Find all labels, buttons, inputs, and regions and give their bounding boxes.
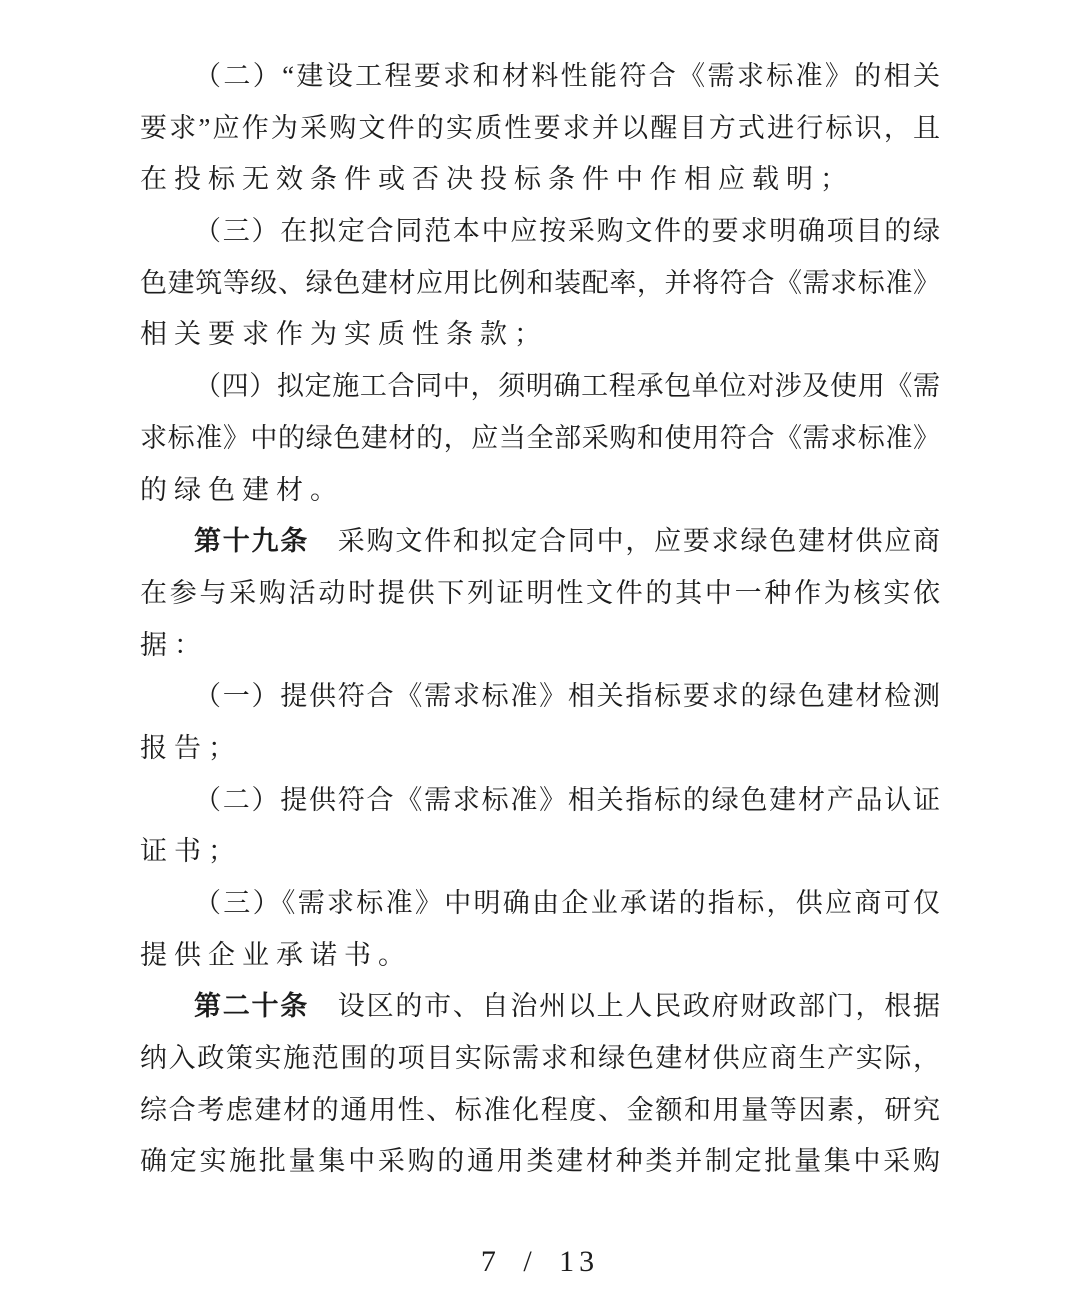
text-line [140,981,940,1033]
article-number: 第十九条 [194,526,310,557]
text-line: （二）提供符合《需求标准》相关指标的绿色建材产品认证 [194,784,940,815]
text-line: （三）在拟定合同范本中应按采购文件的要求明确项目的绿 [194,216,940,247]
article-number: 第二十条 [194,991,310,1022]
text-line: 要求”应作为采购文件的实质性要求并以醒目方式进行标识，且 [140,112,940,143]
text-line: （四）拟定施工合同中，须明确工程承包单位对涉及使用《需 [194,371,940,402]
text-line: 确定实施批量集中采购的通用类建材种类并制定批量集中采购 [140,1146,940,1177]
text-line: （一）提供符合《需求标准》相关指标要求的绿色建材检测 [194,681,940,712]
document-body [140,51,940,1188]
text-line: 的绿色建材。 [140,474,344,505]
text-line: 据： [140,629,208,660]
text-line: 求标准》中的绿色建材的，应当全部采购和使用符合《需求标准》 [140,422,940,453]
page-number: 7 / 13 [480,1245,600,1278]
text-line: （三）《需求标准》中明确由企业承诺的指标，供应商可仅 [194,888,940,918]
text-line: 综合考虑建材的通用性、标准化程度、金额和用量等因素，研究 [140,1094,940,1125]
text-line: （二）“建设工程要求和材料性能符合《需求标准》的相关 [194,61,940,91]
text-line: 报告； [140,732,242,763]
text-line: 相关要求作为实质性条款； [140,319,548,350]
text-line: 纳入政策实施范围的项目实际需求和绿色建材供应商生产实际， [140,1043,940,1074]
text-line: 色建筑等级、绿色建材应用比例和装配率，并将符合《需求标准》 [140,267,940,298]
article-text: 采购文件和拟定合同中，应要求绿色建材供应商 [309,526,940,557]
text-line: 在投标无效条件或否决投标条件中作相应载明； [140,164,854,195]
text-line: 证书； [140,836,242,867]
text-line: 在参与采购活动时提供下列证明性文件的其中一种作为核实依 [140,577,940,608]
article-text: 设区的市、自治州以上人民政府财政部门，根据 [309,991,940,1022]
text-line [140,516,940,568]
text-line: 提供企业承诺书。 [140,939,412,970]
